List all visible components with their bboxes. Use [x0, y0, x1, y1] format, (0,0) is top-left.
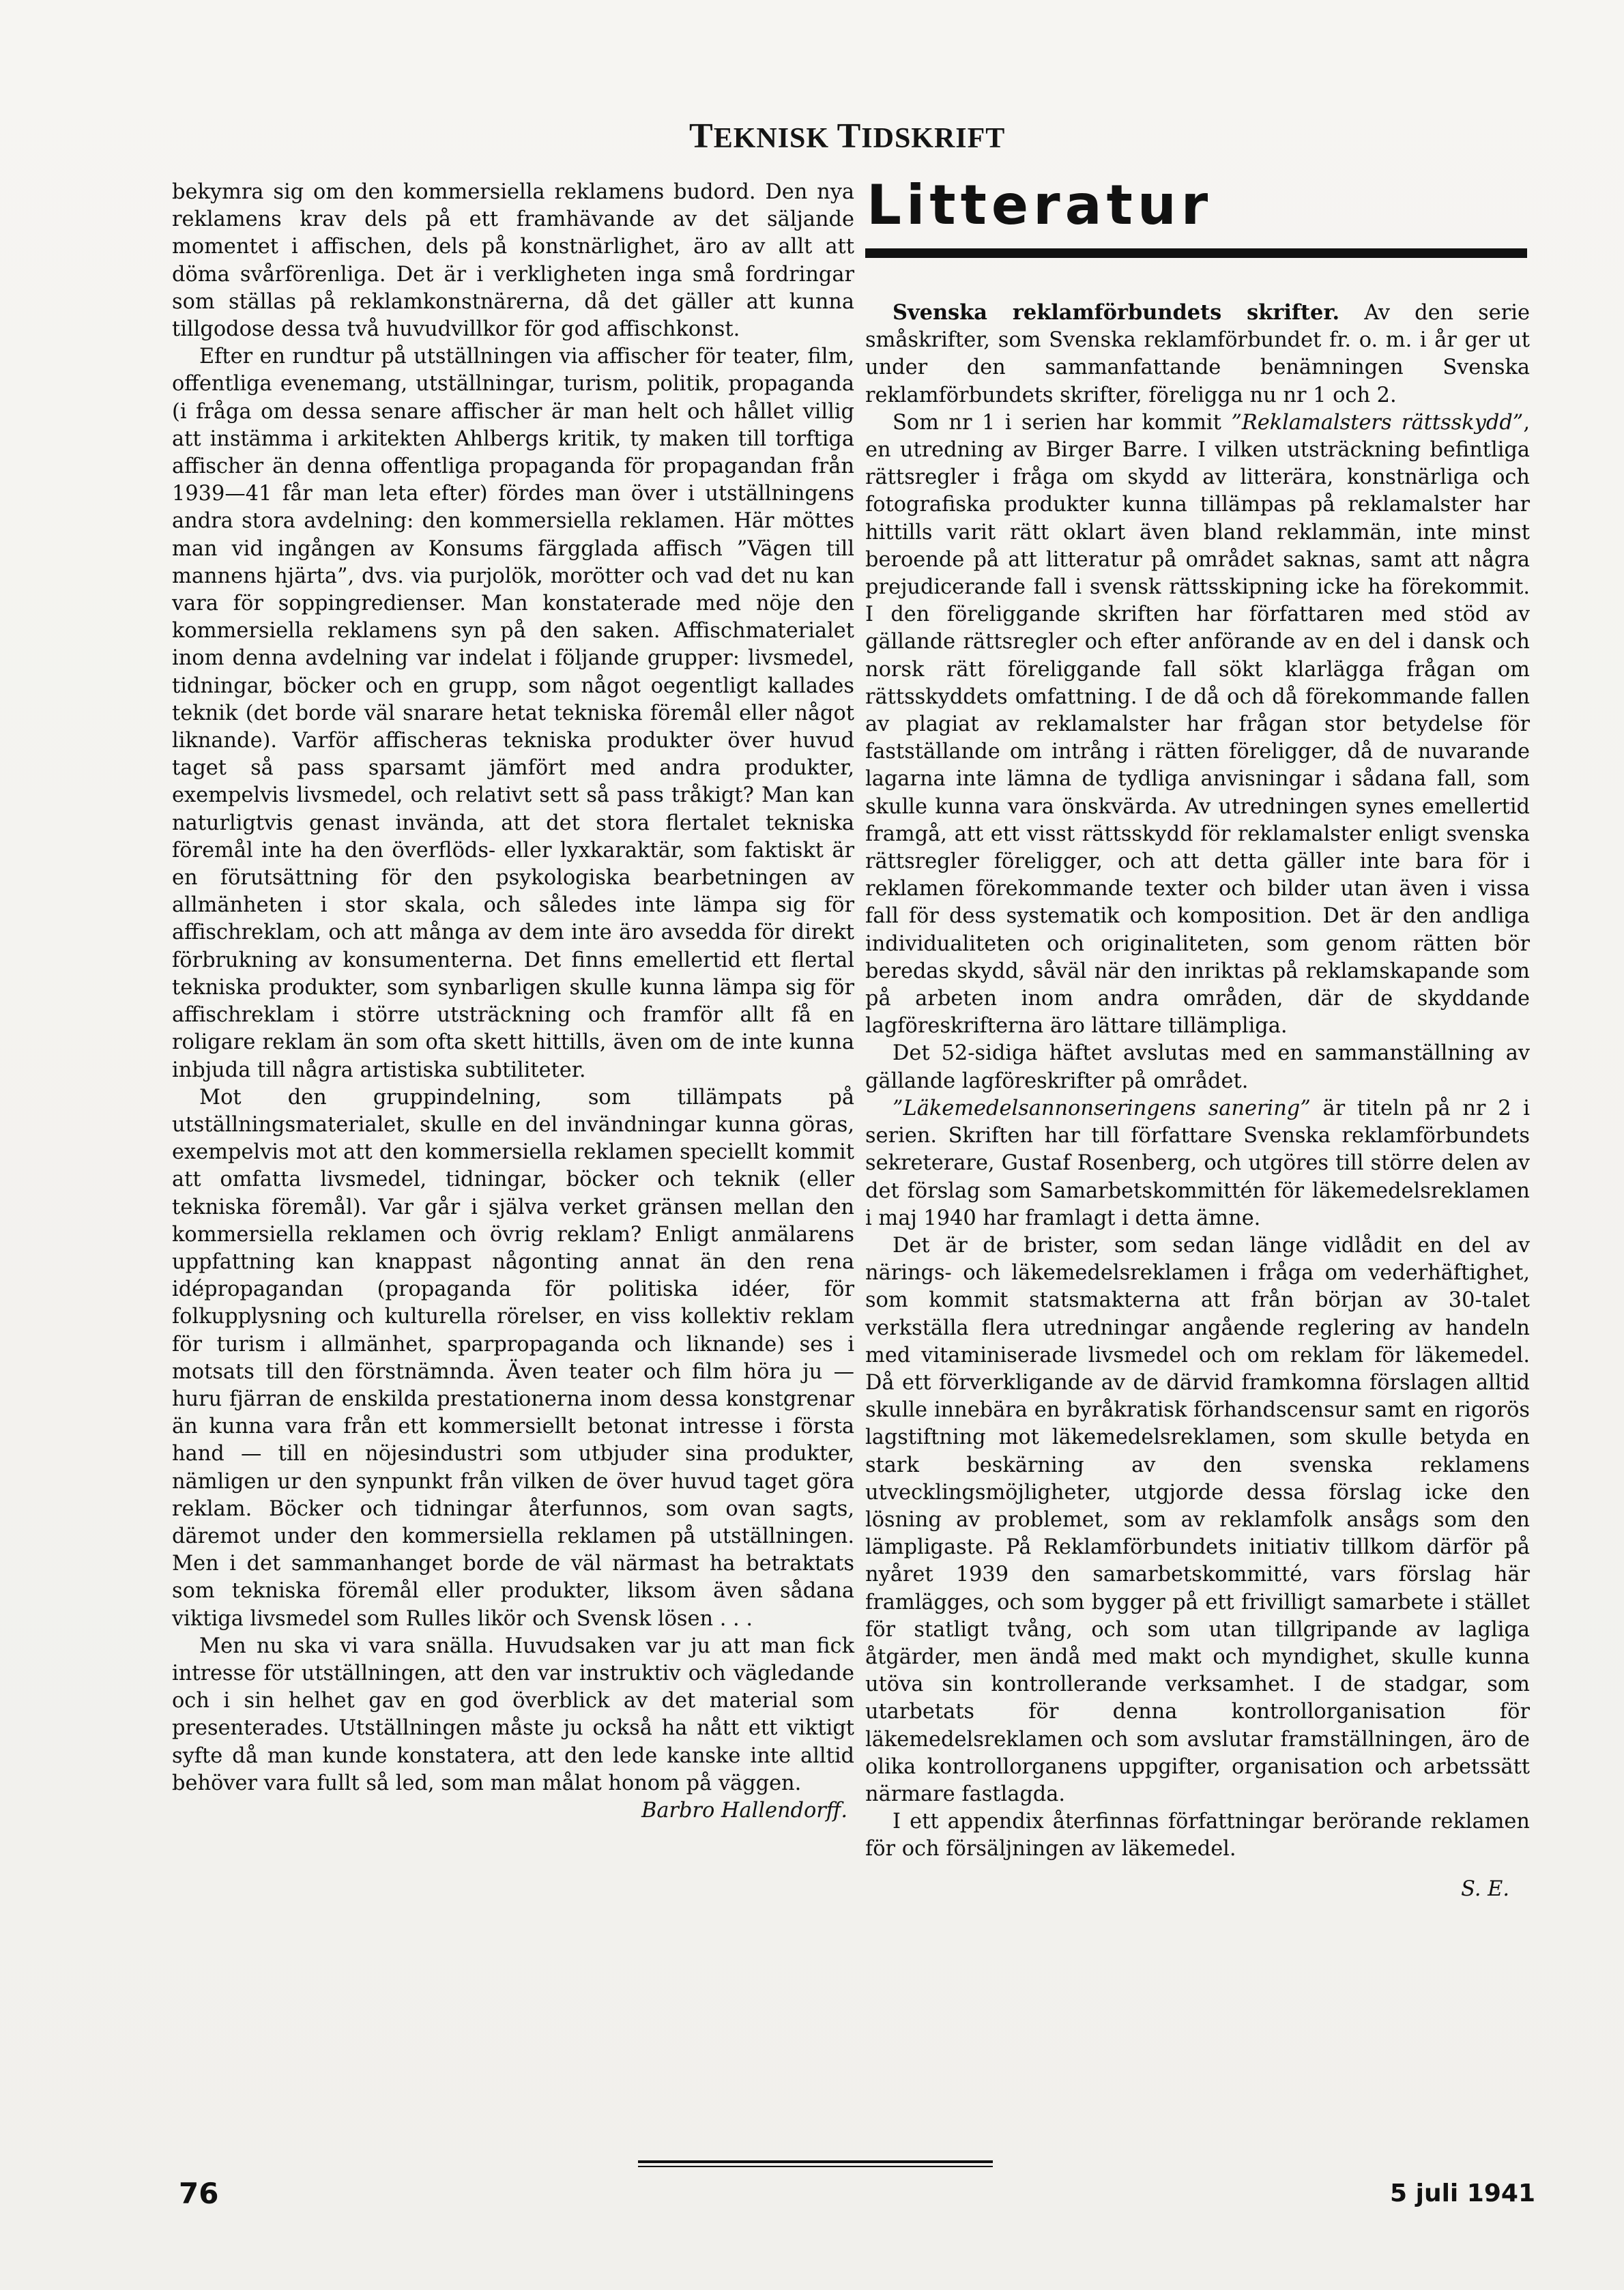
masthead-word-2: IDSKRIFT — [861, 123, 1006, 154]
literature-paragraph: Det 52-sidiga häftet avslutas med en sammanställning av gällande lagföreskrifter på området. — [865, 1041, 1530, 1093]
review-text: Av den serie småskrifter, som Svenska reklamförbundet fr. o. m. i år ger ut under den sammanfattande benämningen Svenska reklamförbundets skrifter, föreligga nu nr 1 och 2. — [865, 301, 1530, 407]
masthead-initial-1: T — [689, 117, 714, 156]
literature-paragraph: I ett appendix återfinnas författningar berörande reklamen för och försäljningen av läkemedel. — [865, 1810, 1530, 1861]
review-heading: Svenska reklamförbundets skrifter. — [893, 300, 1340, 325]
review-text: Som nr 1 i serien har kommit — [893, 410, 1232, 435]
right-column-literature — [865, 299, 1530, 1903]
issue-date: 5 juli 1941 — [1390, 2179, 1535, 2207]
reviewer-initials: S. E. — [1461, 1876, 1509, 1901]
literature-paragraph — [865, 299, 1530, 409]
literature-paragraph: Det är de brister, som sedan länge vidlådit en del av närings- och läkemedelsreklamen i fråga om vederhäftighet, som kommit statsmakterna att från början av 30-talet verkställa flera utredningar angående reglering av handeln med vitaminiserade livsmedel och om reklam för läkemedel. Då ett förverkligande av de därvid framkomna förslagen alltid skulle innebära en byråkratisk förhandscensur samt en rigorös lagstiftning mot läkemedelsreklamen, som skulle betyda en stark beskärning av den svenska reklamens utvecklingsmöjligheter, utgjorde dessa förslag icke den lösning av problemet, som av reklamfolk ansågs som den lämpligaste. På Reklamförbundets initiativ tillkom därför på nyåret 1939 den samarbetskommitté, vars förslag här framlägges, och som bygger på ett frivilligt samarbete i stället för statligt tvång, och som utan tillgripande av lagliga åtgärder, men ändå med makt och myndighet, skulle kunna utöva sin kontrollerande verksamhet. I de stadgar, som utarbetats för denna kontrollorganisation för läkemedelsreklamen och som avslutar framställningen, äro de olika kontrollorganens uppgifter, organisation och arbetssätt närmare fastlagda. — [865, 1233, 1530, 1806]
section-title-rule — [865, 248, 1527, 258]
publication-title: ”Reklamalsters rättsskydd” — [1231, 410, 1524, 435]
article-paragraph: Mot den gruppindelning, som tillämpats på utställningsmaterialet, skulle en del invändningar kunna göras, exempelvis mot att den kommersiella reklamen speciellt kommit att omfatta livsmedel, tidningar, böcker och teknik (eller tekniska föremål). Var går i själva verket gränsen mellan den kommersiella reklamen och övrig reklam? Enligt anmälarens uppfattning kan knappast någonting annat än den rena idépropagandan (propaganda för politiska idéer, för folkupplysning och kulturella rörelser, en viss kollektiv reklam för turism i allmänhet, sparpropaganda och liknande) ses i motsats till den förstnämnda. Även teater och film höra ju — huru fjärran de enskilda prestationerna inom dessa konstgrenar än kunna vara från ett kommersiellt betonat intresse i första hand — till en nöjesindustri som utbjuder sina produkter, nämligen ur den synpunkt från vilken de över huvud taget göra reklam. Böcker och tidningar återfunnos, som ovan sagts, däremot under den kommersiella reklamen på utställningen. Men i det sammanhanget borde de väl närmast ha betraktats som tekniska föremål eller produkter, liksom även sådana viktiga livsmedel som Rulles likör och Svensk lösen . . . — [172, 1085, 854, 1631]
masthead-word-1: EKNISK — [713, 123, 830, 154]
article-paragraph: Efter en rundtur på utställningen via affischer för teater, film, offentliga evenemang, utställningar, turism, politik, propaganda (i fråga om dessa senare affischer är man helt och hållet villig att instämma i arkitekten Ahlbergs kritik, ty maken till torftiga affischer än denna offentliga propaganda för propagandan från 1939—41 får man leta efter) fördes man över i utställningens andra stora avdelning: den kommersiella reklamen. Här möttes man vid ingången av Konsums färgglada affisch ”Vägen till mannens hjärta”, dvs. via purjolök, morötter och vad det nu kan vara för soppingredienser. Man konstaterade med nöje den kommersiella reklamens syn på den saken. Affischmaterialet inom denna avdelning var indelat i följande grupper: livsmedel, tidningar, böcker och en grupp, som något oegentligt kallades teknik (det borde väl snarare hetat tekniska föremål eller något liknande). Varför affischeras tekniska produkter över huvud taget så pass sparsamt jämfört med andra produkter, exempelvis livsmedel, och relativt sett så pass tråkigt? Man kan naturligtvis genast invända, att det stora flertalet tekniska föremål inte ha den överflöds- eller lyxkaraktär, som faktiskt är en förutsättning för den psykologiska bearbetningen av allmänheten i stor skala, och således inte lämpa sig för affischreklam, och att många av dem inte äro avsedda för direkt förbrukning av konsumenterna. Det finns emellertid ett flertal tekniska produkter, som synbarligen skulle kunna lämpa sig för affischreklam i större utsträckning och framför allt få en roligare reklam än som ofta skett hittills, även om de inte kunna inbjuda till några artistiska subtiliteter. — [172, 345, 854, 1082]
author-signature: Barbro Hallendorff. — [641, 1798, 847, 1823]
publication-title: ”Läkemedelsannonseringens sanering” — [893, 1096, 1311, 1120]
masthead-initial-2: T — [837, 117, 862, 156]
literature-paragraph — [865, 409, 1530, 1041]
masthead-title — [689, 116, 1006, 156]
page-number: 76 — [179, 2177, 219, 2210]
literature-paragraph — [865, 1095, 1530, 1232]
footer-rule — [638, 2160, 993, 2163]
review-text: är titeln på nr 2 i serien. Skriften har till författare Svenska reklamförbundets sekreterare, Gustaf Rosenberg, och utgöres till större delen av det förslag som Samarbetskommittén för läkemedelsreklamen i maj 1940 har framlagt i detta ämne. — [865, 1096, 1530, 1230]
review-text: , en utredning av Birger Barre. I vilken utsträckning befintliga rättsregler i fråga om skydd av litterära, konstnärliga och fotografiska produkter kunna tillämpas på reklamalster har hittills varit rätt oklart även bland reklammän, inte minst beroende på att litteratur på området saknas, samt att några prejudicerande fall i svensk rättsskipning icke ha förekommit. I den föreliggande skriften har författaren med stöd av gällande rättsregler och efter anförande av en del i dansk och norsk rätt föreliggande fall sökt klarlägga frågan om rättsskyddets omfattning. I de då och då förekommande fallen av plagiat av reklamalster har frågan stor betydelse för fastställande om intrång i rätten föreligger, då de nuvarande lagarna inte lämna de tydliga anvisningar i sådana fall, som skulle kunna vara önskvärda. Av utredningen synes emellertid framgå, att ett visst rättsskydd för reklamalster enligt svenska rättsregler föreligger, och att detta gäller inte bara för i reklamen förekommande texter och bilder utan även i vissa fall för dess systematik och komposition. Det är den andliga individualiteten och originaliteten, som genom rätten bör beredas skydd, såväl när den inriktas på reklamskapande som på arbeten inom andra områden, där de skyddande lagföreskrifterna äro lättare tillämpliga. — [865, 410, 1530, 1039]
article-paragraph: bekymra sig om den kommersiella reklamens budord. Den nya reklamens krav dels på ett framhävande av det säljande momentet i affischen, dels på konstnärlighet, äro av allt att döma svårförenliga. Det är i verkligheten inga små fordringar som ställas på reklamkonstnärerna, då det gäller att kunna tillgodose dessa två huvudvillkor för god affischkonst. — [172, 180, 854, 342]
section-title: Litteratur — [867, 173, 1213, 237]
footer-rule-thin — [638, 2166, 993, 2167]
article-paragraph: Men nu ska vi vara snälla. Huvudsaken var ju att man fick intresse för utställningen, att den var instruktiv och vägledande och i sin helhet gav en god överblick av det material som presenterades. Utställningen måste ju också ha nått ett viktigt syfte då man kunde konstatera, att den lede kanske inte alltid behöver vara fullt så led, som man målat honom på väggen. — [172, 1634, 854, 1795]
left-column-article — [172, 179, 854, 1825]
literature-section-header — [865, 168, 1530, 258]
